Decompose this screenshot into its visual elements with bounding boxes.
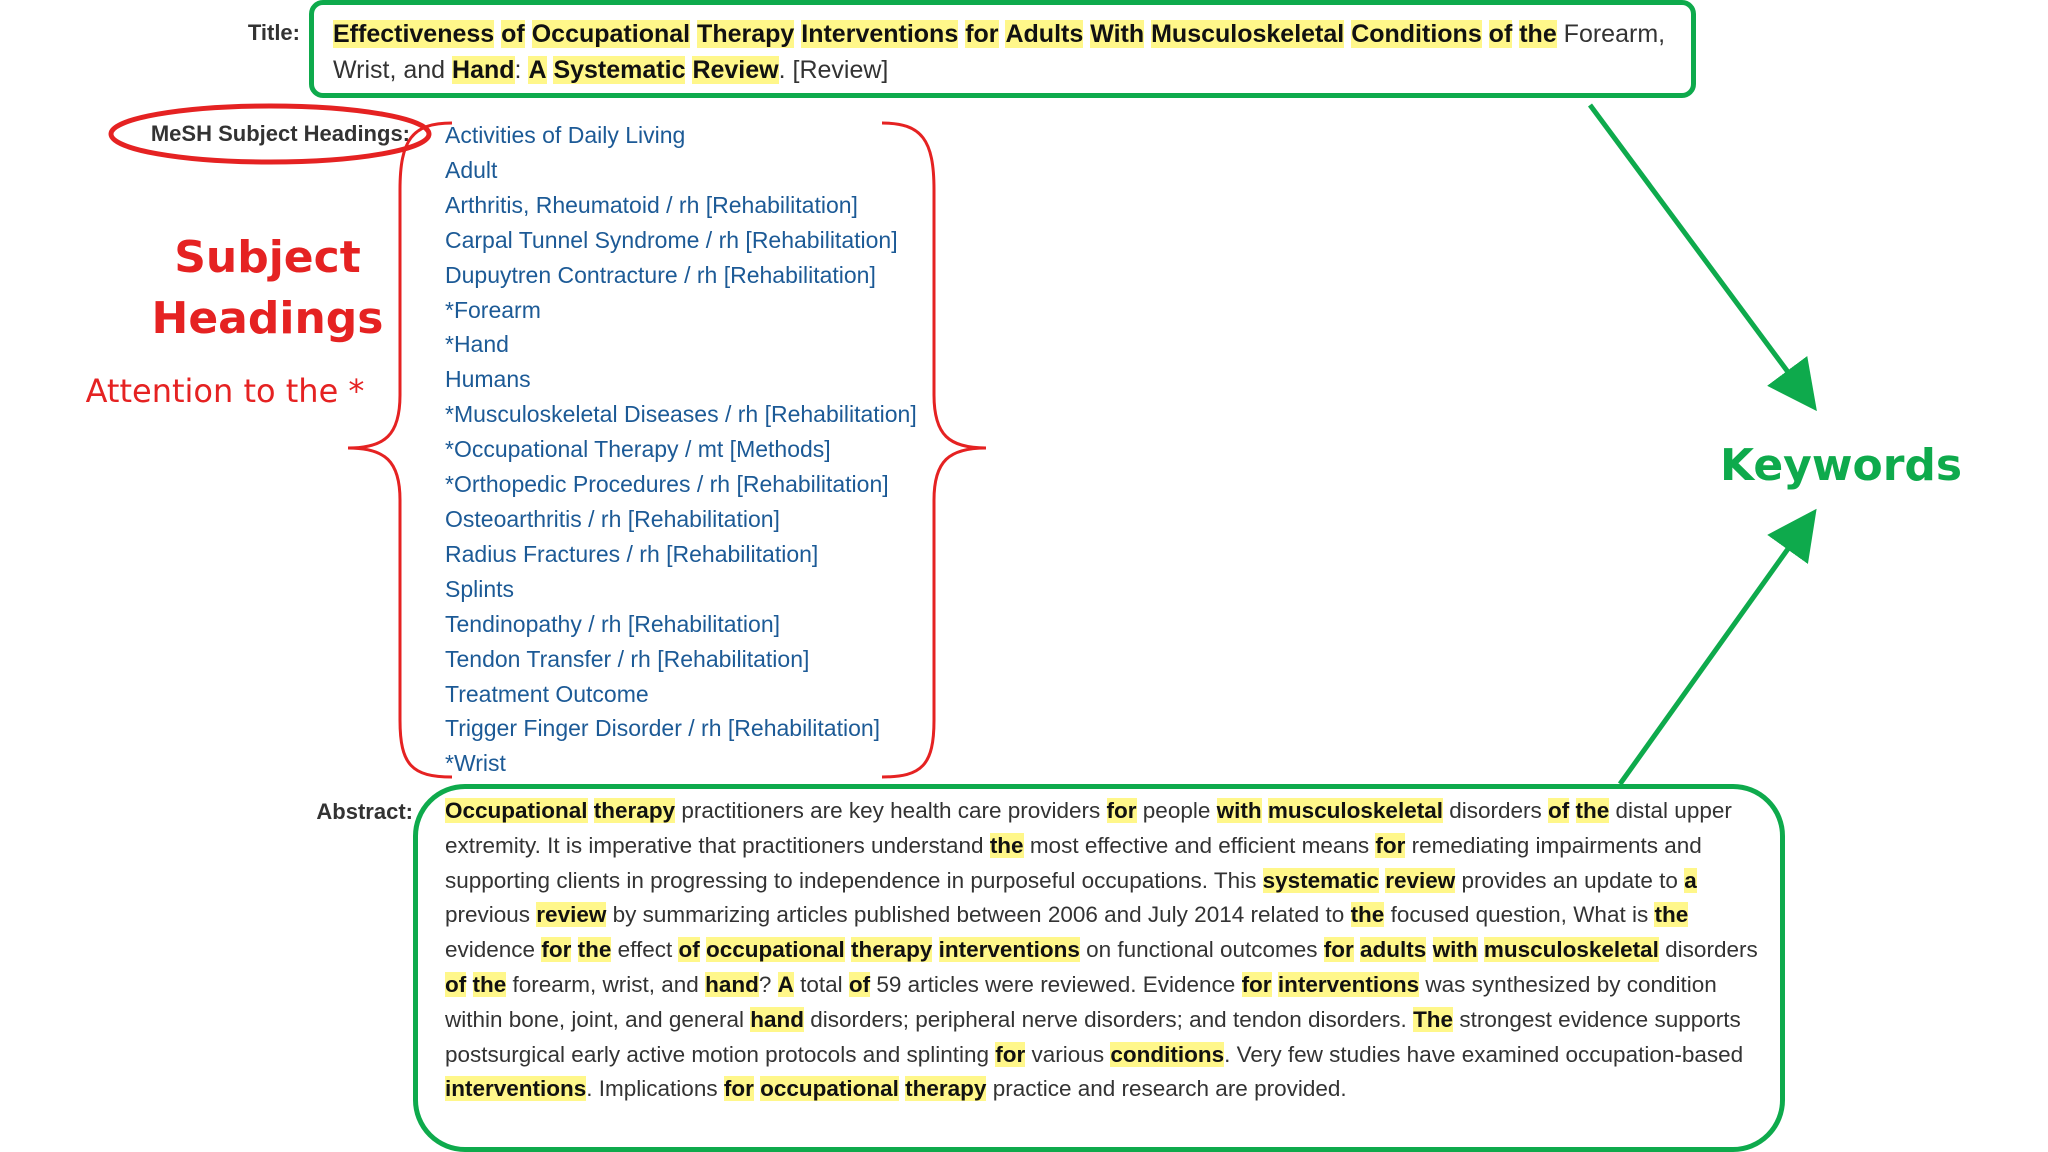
highlighted-keyword: With [1090, 20, 1145, 48]
highlighted-keyword: the [1575, 798, 1610, 823]
mesh-subheading-link[interactable]: / rh [Rehabilitation] [581, 505, 780, 532]
highlighted-keyword: interventions [445, 1076, 587, 1102]
text-segment: Forearm, Wrist, and [333, 20, 1666, 84]
text-segment: various [1025, 1041, 1111, 1067]
mesh-label: MeSH Subject Headings: [150, 121, 410, 146]
highlighted-keyword: for [723, 1076, 754, 1102]
highlighted-keyword: Occupational [531, 20, 691, 48]
mesh-term-link[interactable]: Treatment Outcome [445, 680, 649, 707]
text-segment: focused question, What is [1384, 902, 1655, 928]
highlighted-keyword: for [541, 937, 572, 963]
mesh-subheading-link[interactable]: / rh [Rehabilitation] [677, 261, 876, 288]
mesh-subheading-link[interactable]: / rh [Rehabilitation] [659, 191, 858, 218]
subject-annotation-line2: Headings [151, 293, 384, 344]
subject-annotation-line1: Subject [174, 232, 361, 283]
mesh-term-link[interactable]: *Occupational Therapy [445, 436, 679, 463]
highlighted-keyword: interventions [1277, 971, 1420, 997]
mesh-term-link[interactable]: Arthritis, Rheumatoid [445, 191, 660, 218]
text-segment: practice and research are provided. [986, 1076, 1347, 1102]
highlighted-keyword: therapy [593, 798, 676, 823]
mesh-term-link[interactable]: Splints [445, 575, 515, 602]
highlighted-keyword: Hand [452, 56, 515, 84]
text-segment: disorders; peripheral nerve disorders; and tendon disorders. [803, 1006, 1414, 1032]
highlighted-keyword: the [1350, 902, 1385, 928]
highlighted-keyword: conditions [1110, 1041, 1225, 1067]
mesh-term-link[interactable]: *Musculoskeletal Diseases [445, 401, 719, 428]
highlighted-keyword: Adults [1005, 20, 1084, 48]
highlighted-keyword: the [1519, 20, 1557, 48]
text-segment: forearm, wrist, and [506, 971, 706, 997]
mesh-subheading-link[interactable]: / rh [Rehabilitation] [690, 471, 889, 498]
mesh-term-link[interactable]: *Wrist [445, 750, 506, 777]
text-segment: on functional outcomes [1079, 937, 1324, 963]
highlighted-keyword: Therapy [697, 20, 795, 48]
highlighted-keyword: for [1375, 832, 1406, 858]
highlighted-keyword: musculoskeletal [1483, 937, 1659, 963]
mesh-subheading-link[interactable]: / rh [Rehabilitation] [699, 226, 898, 253]
abstract-label: Abstract: [316, 799, 413, 824]
text-segment: . Very few studies have examined occupation-based [1224, 1041, 1744, 1067]
mesh-term-link[interactable]: Activities of Daily Living [445, 122, 686, 148]
mesh-term-link[interactable]: Osteoarthritis [445, 505, 582, 532]
mesh-term-link[interactable]: *Forearm [445, 296, 541, 323]
highlighted-keyword: of [1488, 20, 1513, 48]
text-segment: practitioners are key health care providers [675, 798, 1107, 823]
highlighted-keyword: A [777, 971, 794, 997]
highlighted-keyword: adults [1360, 937, 1427, 963]
mesh-term-link[interactable]: Trigger Finger Disorder [445, 715, 682, 742]
attention-annotation: Attention to the * [85, 372, 365, 410]
highlighted-keyword: Occupational [445, 798, 588, 823]
text-segment: disorders [1658, 937, 1758, 963]
highlighted-keyword: review [1385, 867, 1456, 893]
text-segment: 59 articles were reviewed. Evidence [870, 971, 1242, 997]
title-label: Title: [247, 20, 300, 45]
highlighted-keyword: of [848, 971, 871, 997]
highlighted-keyword: for [1241, 971, 1272, 997]
mesh-term-link[interactable]: *Hand [445, 331, 509, 358]
highlighted-keyword: Conditions [1351, 20, 1482, 48]
mesh-term-link[interactable]: Tendon Transfer [445, 645, 612, 672]
mesh-subheading-link[interactable]: / rh [Rehabilitation] [581, 610, 781, 637]
highlighted-keyword: Review [692, 56, 779, 84]
mesh-term-link[interactable]: Dupuytren Contracture [445, 261, 678, 288]
text-segment: effect [611, 937, 679, 963]
highlighted-keyword: a [1684, 867, 1697, 893]
text-segment: most effective and efficient means [1023, 832, 1376, 858]
highlighted-keyword: review [536, 902, 607, 928]
mesh-term-link[interactable]: Adult [445, 156, 498, 183]
highlighted-keyword: hand [750, 1006, 804, 1032]
text-segment: ? [758, 971, 778, 997]
right-brace-icon [882, 123, 986, 777]
highlighted-keyword: for [1323, 937, 1354, 963]
text-segment: was synthesized by condition within bone, joint, and general [445, 971, 1717, 1032]
arrow-title-to-keywords [1590, 105, 1805, 395]
mesh-term-link[interactable]: Tendinopathy [445, 610, 582, 637]
text-segment: evidence [445, 937, 542, 963]
highlighted-keyword: with [1432, 937, 1478, 963]
highlighted-keyword: Interventions [801, 20, 959, 48]
text-segment: provides an update to [1455, 867, 1685, 893]
highlighted-keyword: hand [705, 971, 759, 997]
highlighted-keyword: Musculoskeletal [1151, 20, 1345, 48]
text-segment: . [Review] [778, 56, 889, 84]
highlighted-keyword: for [965, 20, 999, 48]
mesh-term-link[interactable]: Radius Fractures [445, 540, 621, 567]
highlighted-keyword: The [1413, 1006, 1454, 1032]
mesh-term-link[interactable]: Humans [445, 366, 531, 393]
highlighted-keyword: therapy [905, 1076, 987, 1102]
highlighted-keyword: of [678, 937, 700, 963]
highlighted-keyword: the [989, 832, 1024, 858]
text-segment: disorders [1442, 798, 1549, 823]
text-segment: by summarizing articles published between 2006 and July 2014 related to [606, 902, 1351, 928]
highlighted-keyword: interventions [938, 937, 1080, 963]
highlighted-keyword: Systematic [553, 56, 686, 84]
highlighted-keyword: therapy [851, 937, 933, 963]
mesh-subheading-link[interactable]: / rh [Rehabilitation] [681, 715, 881, 742]
text-segment: strongest evidence supports postsurgical early active motion protocols and splinting [445, 1006, 1741, 1067]
highlighted-keyword: for [1106, 798, 1137, 823]
highlighted-keyword: of [445, 971, 467, 997]
keywords-annotation: Keywords [1720, 440, 1963, 491]
mesh-term-link[interactable]: *Orthopedic Procedures [445, 471, 691, 498]
left-brace-icon [348, 123, 452, 777]
highlighted-keyword: Effectiveness [333, 20, 495, 48]
highlighted-keyword: of [501, 20, 525, 48]
highlighted-keyword: of [1548, 798, 1570, 823]
highlighted-keyword: musculoskeletal [1267, 798, 1443, 823]
text-segment: remediating impairments and supporting clients in progressing to independence in purposeful occupations. This [445, 832, 1702, 893]
highlighted-keyword: occupational [706, 937, 845, 963]
highlighted-keyword: occupational [760, 1076, 899, 1102]
text-segment: total [793, 971, 849, 997]
text-segment: previous [445, 902, 537, 928]
mesh-subheading-link[interactable]: / rh [Rehabilitation] [611, 645, 810, 672]
mesh-label-ellipse [111, 106, 429, 162]
text-segment: people [1136, 798, 1217, 823]
text-segment: distal upper extremity. It is imperative that practitioners understand [445, 798, 1732, 858]
highlighted-keyword: for [995, 1041, 1026, 1067]
highlighted-keyword: the [472, 971, 507, 997]
text-segment: . Implications [586, 1076, 724, 1102]
text-segment: : [514, 56, 529, 84]
highlighted-keyword: the [577, 937, 612, 963]
highlighted-keyword: the [1654, 902, 1689, 928]
mesh-subheading-link[interactable]: / rh [Rehabilitation] [718, 401, 917, 428]
highlighted-keyword: A [528, 56, 547, 84]
mesh-term-link[interactable]: Carpal Tunnel Syndrome [445, 226, 700, 253]
highlighted-keyword: systematic [1262, 867, 1379, 893]
arrow-abstract-to-keywords [1620, 525, 1805, 784]
mesh-subheading-link[interactable]: / rh [Rehabilitation] [620, 540, 819, 567]
mesh-subheading-link[interactable]: / mt [Methods] [678, 436, 831, 463]
highlighted-keyword: with [1216, 798, 1262, 823]
